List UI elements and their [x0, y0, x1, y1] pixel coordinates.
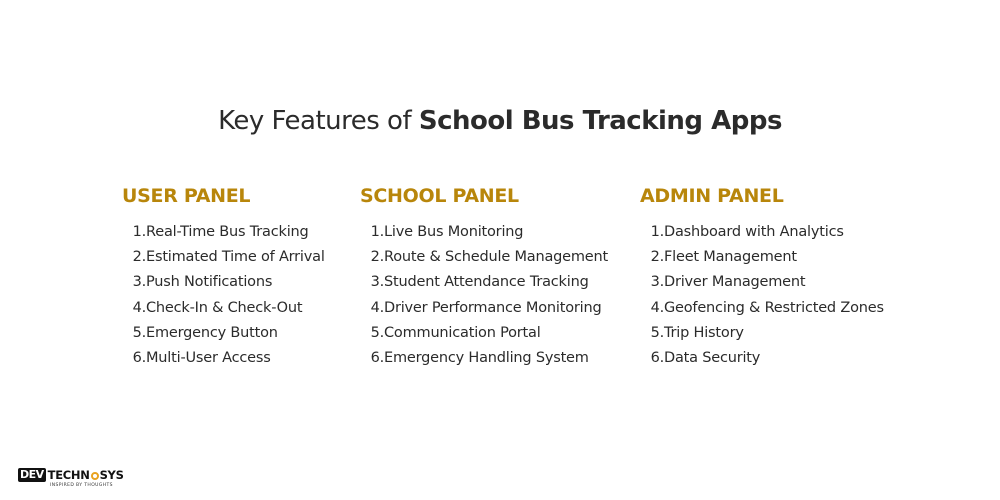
- brand-logo-tech: [48, 468, 124, 482]
- list-item-number: 6.: [650, 349, 664, 366]
- admin-panel-heading: ADMIN PANEL: [640, 185, 784, 207]
- list-item: [122, 321, 325, 346]
- list-item-number: 6.: [132, 349, 146, 366]
- list-item-label: Check-In & Check-Out: [146, 299, 303, 316]
- page-title: [0, 106, 1000, 136]
- list-item: [640, 346, 884, 371]
- list-item-number: 4.: [132, 299, 146, 316]
- list-item: [360, 270, 608, 295]
- list-item: [360, 296, 608, 321]
- brand-logo: [18, 468, 136, 490]
- list-item-label: Estimated Time of Arrival: [146, 249, 325, 266]
- brand-ring-icon: [91, 472, 99, 480]
- list-item-number: 5.: [132, 324, 146, 341]
- school-panel-list: [360, 220, 608, 371]
- list-item-number: 2.: [370, 249, 384, 266]
- brand-logo-tech-end: SYS: [99, 468, 124, 482]
- list-item-label: Fleet Management: [664, 249, 797, 266]
- admin-panel-list: [640, 220, 884, 371]
- list-item-number: 1.: [370, 224, 384, 240]
- list-item: [122, 245, 325, 270]
- list-item-label: Geofencing & Restricted Zones: [664, 299, 884, 316]
- list-item-label: Dashboard with Analytics: [664, 224, 844, 240]
- list-item-number: 2.: [132, 249, 146, 266]
- list-item: [360, 346, 608, 371]
- list-item-label: Multi-User Access: [146, 349, 271, 366]
- list-item: [122, 346, 325, 371]
- list-item-number: 3.: [650, 274, 664, 291]
- list-item-number: 4.: [370, 299, 384, 316]
- list-item: [640, 245, 884, 270]
- list-item: [122, 220, 325, 245]
- list-item-number: 3.: [132, 274, 146, 291]
- brand-logo-dev: DEV: [20, 468, 44, 481]
- list-item-number: 1.: [132, 224, 146, 240]
- brand-logo-tagline: INSPIRED BY THOUGHTS: [50, 483, 113, 488]
- list-item-label: Driver Management: [664, 274, 806, 291]
- list-item-label: Emergency Button: [146, 324, 278, 341]
- list-item-number: 5.: [650, 324, 664, 341]
- list-item-number: 5.: [370, 324, 384, 341]
- list-item: [640, 321, 884, 346]
- list-item-label: Driver Performance Monitoring: [384, 299, 602, 316]
- list-item-number: 6.: [370, 349, 384, 366]
- list-item-number: 2.: [650, 249, 664, 266]
- page-title-emphasis: School Bus Tracking Apps: [418, 106, 782, 136]
- list-item: [360, 321, 608, 346]
- list-item-label: Communication Portal: [384, 324, 541, 341]
- user-panel-heading: USER PANEL: [122, 185, 251, 207]
- list-item-label: Emergency Handling System: [384, 349, 589, 366]
- brand-logo-wordmark: [18, 468, 136, 482]
- list-item-number: 4.: [650, 299, 664, 316]
- list-item: [640, 270, 884, 295]
- list-item: [640, 220, 884, 245]
- list-item: [360, 245, 608, 270]
- list-item-number: 1.: [650, 224, 664, 240]
- list-item-label: Real-Time Bus Tracking: [146, 224, 309, 240]
- user-panel: [122, 184, 325, 371]
- list-item: [360, 220, 608, 245]
- list-item-label: Trip History: [664, 324, 744, 341]
- school-panel-heading: SCHOOL PANEL: [360, 185, 519, 207]
- user-panel-list: [122, 220, 325, 371]
- list-item: [122, 296, 325, 321]
- list-item-label: Live Bus Monitoring: [384, 224, 524, 240]
- list-item-label: Push Notifications: [146, 274, 273, 291]
- list-item: [640, 296, 884, 321]
- school-panel: [360, 184, 608, 371]
- list-item-label: Data Security: [664, 349, 761, 366]
- list-item-label: Route & Schedule Management: [384, 249, 608, 266]
- list-item-number: 3.: [370, 274, 384, 291]
- admin-panel: [640, 184, 884, 371]
- list-item-label: Student Attendance Tracking: [384, 274, 589, 291]
- page-title-prefix: Key Features of: [218, 106, 419, 136]
- list-item: [122, 270, 325, 295]
- brand-logo-tech-start: TECHN: [47, 468, 90, 482]
